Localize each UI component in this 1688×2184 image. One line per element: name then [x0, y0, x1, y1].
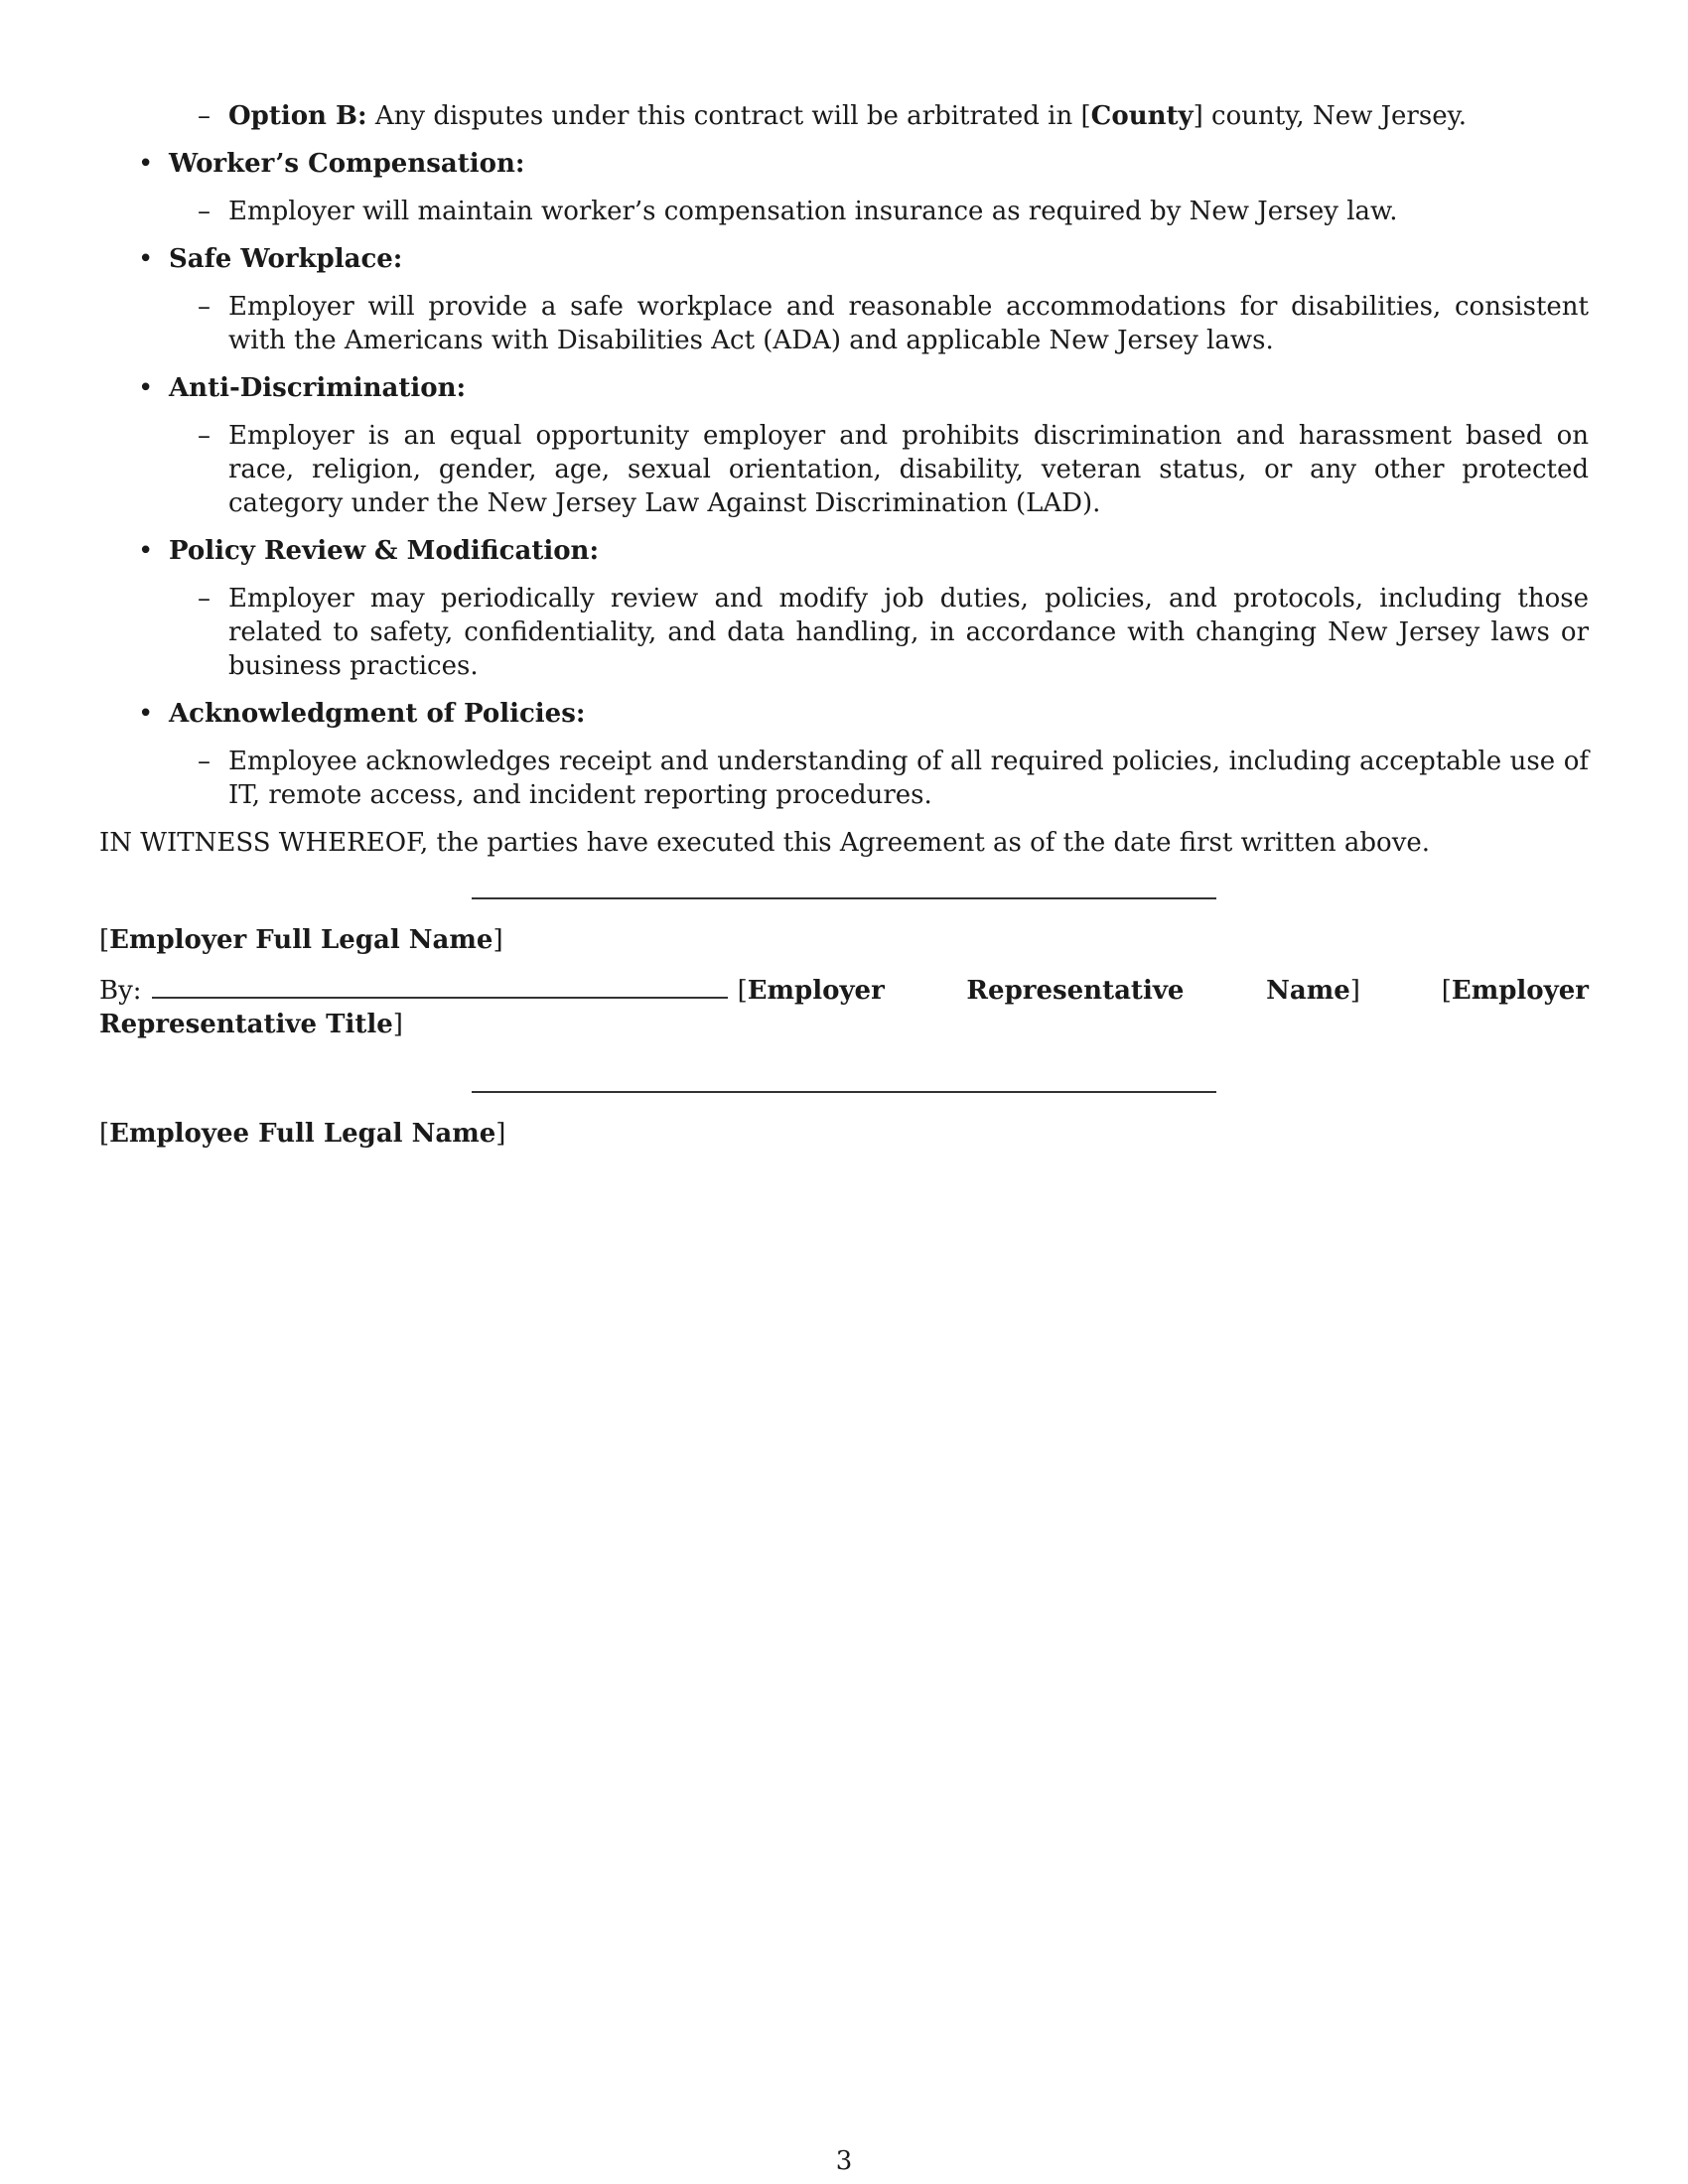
employer-name-block: [Employer Full Legal Name] [99, 925, 503, 955]
bullet-icon: • [138, 536, 154, 566]
section-heading: Acknowledgment of Policies: [169, 699, 586, 729]
option-b-item [99, 99, 1589, 133]
section-body-acknowledgment [99, 745, 1589, 812]
witness-clause: IN WITNESS WHEREOF, the parties have executed this Agreement as of the date first written above. [99, 828, 1431, 858]
section-body: Employer is an equal opportunity employer and prohibits discrimination and harassment based on race, religion, gender, age, sexual orientation, disability, veteran status, or any other protected category under the New Jersey Law Against Discrimination (LAD). [228, 421, 1589, 518]
section-body-policy-review [99, 582, 1589, 683]
option-b-label: Option B: [228, 101, 367, 131]
document-content [99, 99, 1589, 1151]
section-heading-anti-discrimination [99, 371, 1589, 405]
section-body: Employer will maintain worker’s compensation insurance as required by New Jersey law. [228, 197, 1398, 226]
employer-signature-line [472, 897, 1216, 899]
dash-bullet: – [198, 197, 211, 226]
employee-name-block: [Employee Full Legal Name] [99, 1119, 506, 1149]
bullet-icon: • [138, 699, 154, 729]
option-b-text-before: Any disputes under this contract will be arbitrated in [ [366, 101, 1091, 131]
dash-bullet: – [198, 421, 211, 451]
rep-title: Employer Representative Title [99, 976, 1589, 1039]
section-heading-safe-workplace [99, 242, 1589, 276]
rep-name: Employer Representative Name [747, 976, 1350, 1006]
county-placeholder: County [1090, 101, 1194, 131]
section-heading: Worker’s Compensation: [169, 149, 525, 179]
option-b-text-after: ] county, New Jersey. [1193, 101, 1468, 131]
by-label: By: [99, 976, 142, 1006]
section-heading: Anti-Discrimination: [169, 373, 467, 403]
section-heading-acknowledgment [99, 697, 1589, 731]
section-body: Employee acknowledges receipt and understanding of all required policies, including acceptable use of IT, remote access, and incident reporting procedures. [228, 747, 1589, 810]
section-heading: Safe Workplace: [169, 244, 403, 274]
section-body-anti-discrimination [99, 419, 1589, 520]
section-body-workers-comp [99, 195, 1589, 228]
bullet-icon: • [138, 244, 154, 274]
employee-name: Employee Full Legal Name [109, 1119, 496, 1149]
dash-bullet: – [198, 584, 211, 614]
section-body: Employer will provide a safe workplace and reasonable accommodations for disabilities, consistent with the Americans with Disabilities Act (ADA) and applicable New Jersey laws. [228, 292, 1589, 355]
page-number: 3 [835, 2146, 853, 2176]
section-body: Employer may periodically review and modify job duties, policies, and protocols, including those related to safety, confidentiality, and data handling, in accordance with changing New Jersey laws or business practices. [228, 584, 1589, 681]
bullet-icon: • [138, 373, 154, 403]
section-heading: Policy Review & Modification: [169, 536, 600, 566]
by-line: By: [Employer Representative Name] [Employer Representative Title] [99, 973, 1589, 1041]
dash-bullet: – [198, 747, 211, 776]
section-heading-workers-comp [99, 147, 1589, 181]
dash-bullet: – [198, 292, 211, 322]
section-heading-policy-review [99, 534, 1589, 568]
by-signature-rule [152, 973, 728, 999]
bullet-icon: • [138, 149, 154, 179]
section-body-safe-workplace [99, 290, 1589, 357]
employee-signature-line [472, 1091, 1216, 1093]
dash-bullet: – [198, 101, 211, 131]
employer-name: Employer Full Legal Name [109, 925, 493, 955]
